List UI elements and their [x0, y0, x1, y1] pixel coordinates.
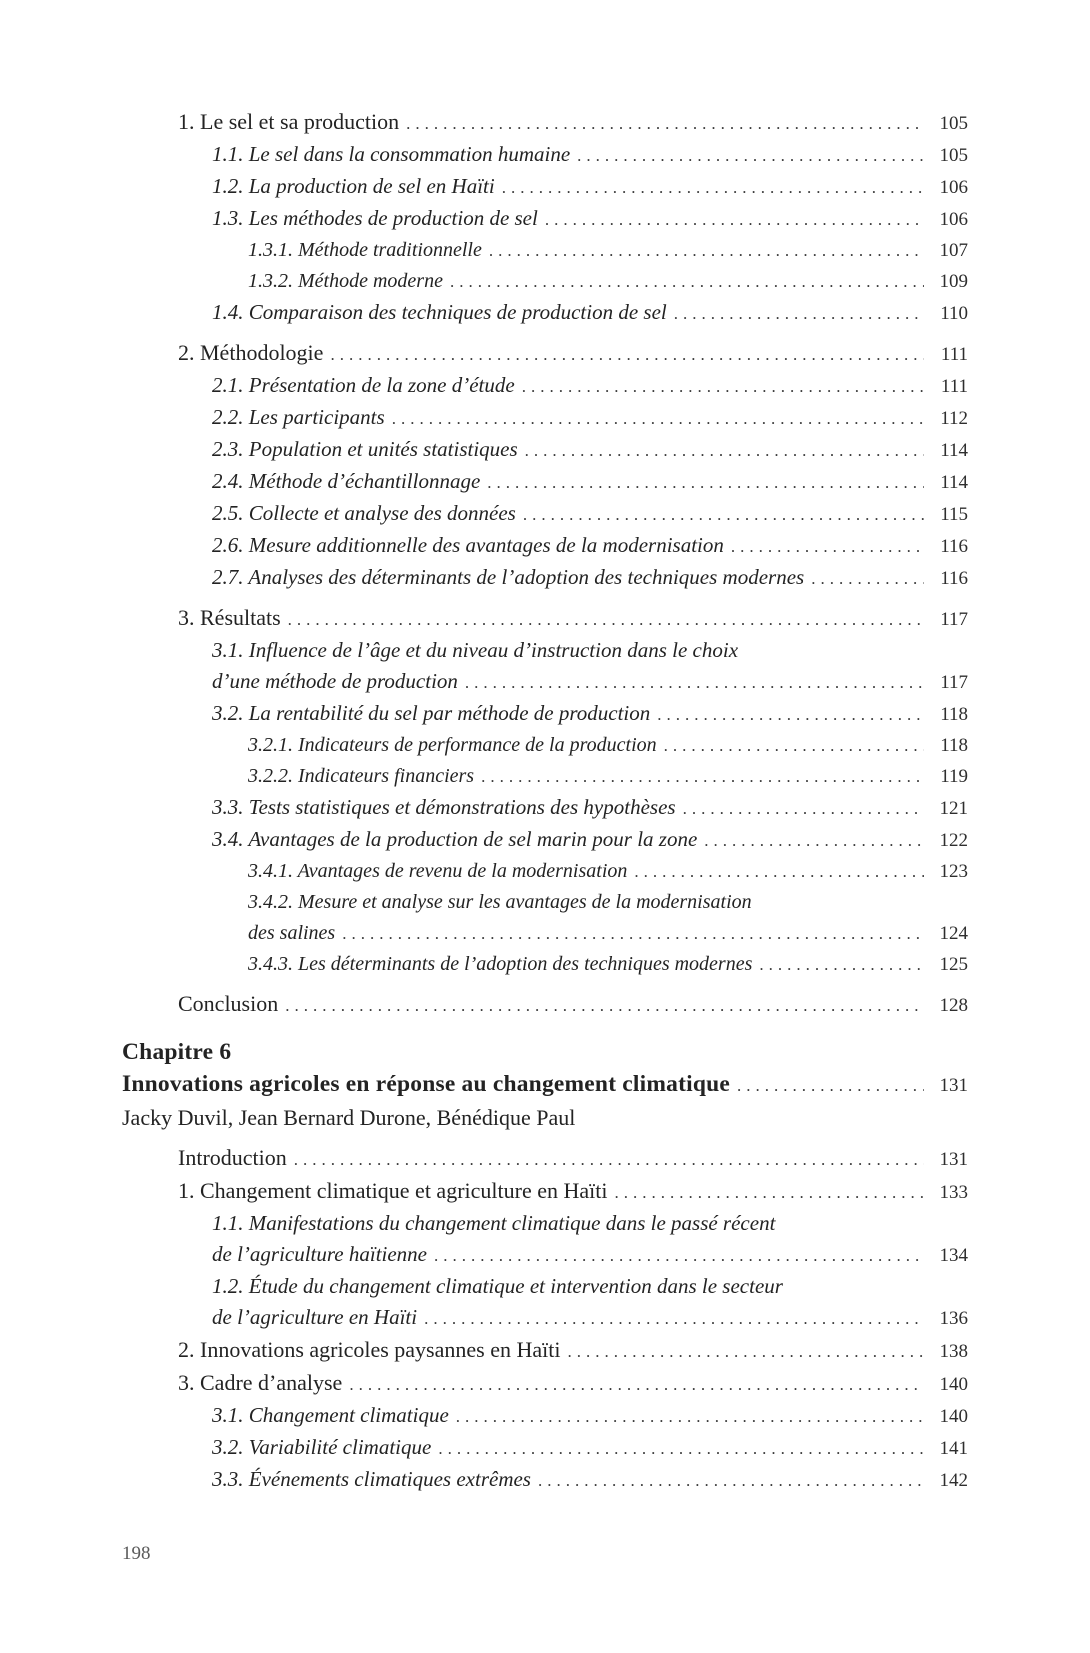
toc-entry	[122, 635, 968, 666]
chapter-title: Innovations agricoles en réponse au changement climatique	[122, 1071, 731, 1097]
toc-entry-title: 2.5. Collecte et analyse des données	[212, 501, 516, 525]
toc-entry-title: 2. Méthodologie	[178, 340, 324, 365]
toc-entry	[122, 824, 968, 856]
toc-entry	[122, 887, 968, 918]
page-number: 115	[940, 504, 968, 525]
page-number: 134	[939, 1245, 968, 1266]
chapter-authors: Jacky Duvil, Jean Bernard Durone, Bénédique Paul	[122, 1105, 576, 1130]
toc-entry-title: 3.4. Avantages de la production de sel marin pour la zone	[212, 827, 698, 851]
dot-leader	[450, 266, 924, 297]
page-number: 117	[940, 609, 968, 630]
toc-entry-title: de l’agriculture haïtienne	[212, 1242, 428, 1266]
dot-leader	[285, 990, 924, 1021]
toc-entry-title: 1. Le sel et sa production	[178, 109, 400, 134]
dot-leader	[657, 699, 924, 730]
toc-entry	[122, 466, 968, 498]
dot-leader	[538, 1465, 924, 1496]
chapter6-toc-list	[122, 1142, 968, 1496]
toc-entry-title: 3.2. Variabilité climatique	[212, 1435, 432, 1459]
page-number: 106	[939, 209, 968, 230]
toc-entry	[122, 666, 968, 698]
toc-entry	[122, 698, 968, 730]
dot-leader	[704, 825, 924, 856]
toc-entry-title: 2.2. Les participants	[212, 405, 385, 429]
page-number: 109	[939, 271, 968, 292]
page-number: 114	[940, 472, 968, 493]
page-number: 141	[939, 1438, 968, 1459]
page-number: 124	[939, 923, 968, 944]
dot-leader	[545, 204, 924, 235]
toc-entry-title: de l’agriculture en Haïti	[212, 1305, 418, 1329]
chapter5-toc-list	[122, 106, 968, 1021]
page-number: 116	[940, 568, 968, 589]
page-number: 105	[939, 145, 968, 166]
dot-leader	[342, 918, 924, 949]
toc-entry-title: 3. Résultats	[178, 605, 281, 630]
page-number: 140	[939, 1406, 968, 1427]
toc-entry-title: 1. Changement climatique et agriculture en Haïti	[178, 1178, 608, 1203]
dot-leader	[759, 949, 924, 980]
dot-leader	[567, 1336, 924, 1367]
toc-entry-title: 2.7. Analyses des déterminants de l’adoption des techniques modernes	[212, 565, 805, 589]
dot-leader	[294, 1144, 924, 1175]
toc-entry-title: 3.2. La rentabilité du sel par méthode de production	[212, 701, 651, 725]
page-number: 112	[940, 408, 968, 429]
toc-entry	[122, 949, 968, 980]
toc-entry-title: 1.4. Comparaison des techniques de production de sel	[212, 300, 667, 324]
toc-entry	[122, 1400, 968, 1432]
dot-leader	[523, 499, 924, 530]
page-number: 106	[939, 177, 968, 198]
toc-entry	[122, 530, 968, 562]
toc-entry-title: des salines	[248, 922, 336, 944]
toc-entry-title: 3.4.2. Mesure et analyse sur les avantages de la modernisation	[248, 891, 752, 913]
toc-entry	[122, 1302, 968, 1334]
toc-entry-title: 2.1. Présentation de la zone d’étude	[212, 373, 515, 397]
dot-leader	[330, 339, 924, 370]
toc-entry-title: 2.6. Mesure additionnelle des avantages de la modernisation	[212, 533, 724, 557]
toc-entry-title: 3. Cadre d’analyse	[178, 1370, 343, 1395]
dot-leader	[456, 1401, 924, 1432]
toc-entry	[122, 402, 968, 434]
toc-entry	[122, 1271, 968, 1302]
toc-content	[122, 106, 968, 1496]
dot-leader	[481, 761, 924, 792]
toc-entry-title: 2.4. Méthode d’échantillonnage	[212, 469, 481, 493]
toc-entry	[122, 1175, 968, 1208]
chapter-number: Chapitre 6	[122, 1039, 232, 1065]
toc-entry-title: 3.1. Changement climatique	[212, 1403, 449, 1427]
toc-entry-title: 1.2. Étude du changement climatique et intervention dans le secteur	[212, 1274, 783, 1298]
toc-entry-title: 1.1. Manifestations du changement climatique dans le passé récent	[212, 1211, 776, 1235]
dot-leader	[392, 403, 924, 434]
page-number: 119	[940, 766, 968, 787]
page-number: 128	[939, 995, 968, 1016]
toc-entry	[122, 761, 968, 792]
toc-entry-title: 3.2.1. Indicateurs de performance de la production	[248, 734, 657, 756]
toc-entry	[122, 139, 968, 171]
toc-entry	[122, 1432, 968, 1464]
dot-leader	[634, 856, 924, 887]
dot-leader	[465, 667, 924, 698]
toc-entry	[122, 730, 968, 761]
page-number: 114	[940, 440, 968, 461]
dot-leader	[525, 435, 924, 466]
toc-group	[122, 106, 968, 329]
toc-entry-title: 1.1. Le sel dans la consommation humaine	[212, 142, 571, 166]
toc-entry	[122, 266, 968, 297]
page-number: 131	[939, 1149, 968, 1170]
dot-leader	[614, 1177, 924, 1208]
toc-group	[122, 1142, 968, 1496]
toc-entry	[122, 1239, 968, 1271]
dot-leader	[502, 172, 924, 203]
page-number: 121	[939, 798, 968, 819]
toc-entry-title: 3.4.3. Les déterminants de l’adoption des techniques modernes	[248, 953, 753, 975]
toc-entry-title: 3.1. Influence de l’âge et du niveau d’instruction dans le choix	[212, 638, 739, 662]
toc-entry-title: 2.3. Population et unités statistiques	[212, 437, 518, 461]
toc-entry	[122, 297, 968, 329]
toc-entry	[122, 370, 968, 402]
toc-entry	[122, 203, 968, 235]
toc-entry	[122, 106, 968, 139]
dot-leader	[438, 1433, 924, 1464]
dot-leader	[406, 108, 924, 139]
toc-entry	[122, 1464, 968, 1496]
page-number: 111	[940, 344, 968, 365]
toc-entry-title: 3.3. Tests statistiques et démonstrations des hypothèses	[212, 795, 676, 819]
page-number: 138	[939, 1341, 968, 1362]
dot-leader	[434, 1240, 924, 1271]
toc-group	[122, 337, 968, 594]
toc-entry	[122, 1208, 968, 1239]
page-number: 142	[939, 1470, 968, 1491]
toc-entry	[122, 434, 968, 466]
dot-leader	[424, 1303, 924, 1334]
toc-entry	[122, 856, 968, 887]
dot-leader	[674, 298, 924, 329]
toc-entry	[122, 235, 968, 266]
page-number: 118	[940, 735, 968, 756]
dot-leader	[683, 793, 924, 824]
page-number: 111	[940, 376, 968, 397]
toc-entry	[122, 1142, 968, 1175]
toc-entry-title: 3.2.2. Indicateurs financiers	[248, 765, 475, 787]
toc-entry-title: d’une méthode de production	[212, 669, 458, 693]
toc-entry	[122, 792, 968, 824]
page-number: 107	[939, 240, 968, 261]
toc-entry-title: Introduction	[178, 1145, 287, 1170]
toc-entry	[122, 562, 968, 594]
dot-leader	[664, 730, 924, 761]
dot-leader	[731, 531, 924, 562]
toc-entry-title: 1.3. Les méthodes de production de sel	[212, 206, 538, 230]
toc-group	[122, 988, 968, 1021]
page-number: 136	[939, 1308, 968, 1329]
toc-entry	[122, 988, 968, 1021]
toc-entry	[122, 1334, 968, 1367]
toc-entry-title: 1.3.1. Méthode traditionnelle	[248, 239, 482, 261]
dot-leader	[811, 563, 924, 594]
toc-entry-title: 1.3.2. Méthode moderne	[248, 270, 443, 292]
toc-entry-title: 3.4.1. Avantages de revenu de la modernisation	[248, 860, 628, 882]
toc-entry-title: 3.3. Événements climatiques extrêmes	[212, 1467, 531, 1491]
page-number: 131	[939, 1075, 968, 1096]
footer-page-number: 198	[122, 1543, 151, 1564]
toc-entry	[122, 337, 968, 370]
page-number: 117	[940, 672, 968, 693]
toc-entry	[122, 918, 968, 949]
toc-entry	[122, 1367, 968, 1400]
page-number: 116	[940, 536, 968, 557]
toc-group	[122, 602, 968, 980]
toc-entry	[122, 171, 968, 203]
dot-leader	[577, 140, 924, 171]
dot-leader	[489, 235, 924, 266]
page-number: 110	[940, 303, 968, 324]
dot-leader	[288, 604, 924, 635]
page-number: 123	[939, 861, 968, 882]
page-number: 105	[939, 113, 968, 134]
page-number: 133	[939, 1182, 968, 1203]
page-number: 140	[939, 1374, 968, 1395]
page-number: 125	[939, 954, 968, 975]
chapter6-heading	[122, 1036, 968, 1134]
toc-entry-title: 2. Innovations agricoles paysannes en Haïti	[178, 1337, 561, 1362]
page-number: 122	[939, 830, 968, 851]
page-number: 118	[940, 704, 968, 725]
dot-leader	[737, 1070, 924, 1102]
toc-entry	[122, 498, 968, 530]
toc-entry	[122, 602, 968, 635]
chapter-title-row	[122, 1068, 968, 1102]
dot-leader	[487, 467, 924, 498]
dot-leader	[522, 371, 924, 402]
dot-leader	[349, 1369, 924, 1400]
toc-entry-title: 1.2. La production de sel en Haïti	[212, 174, 495, 198]
toc-entry-title: Conclusion	[178, 991, 279, 1016]
